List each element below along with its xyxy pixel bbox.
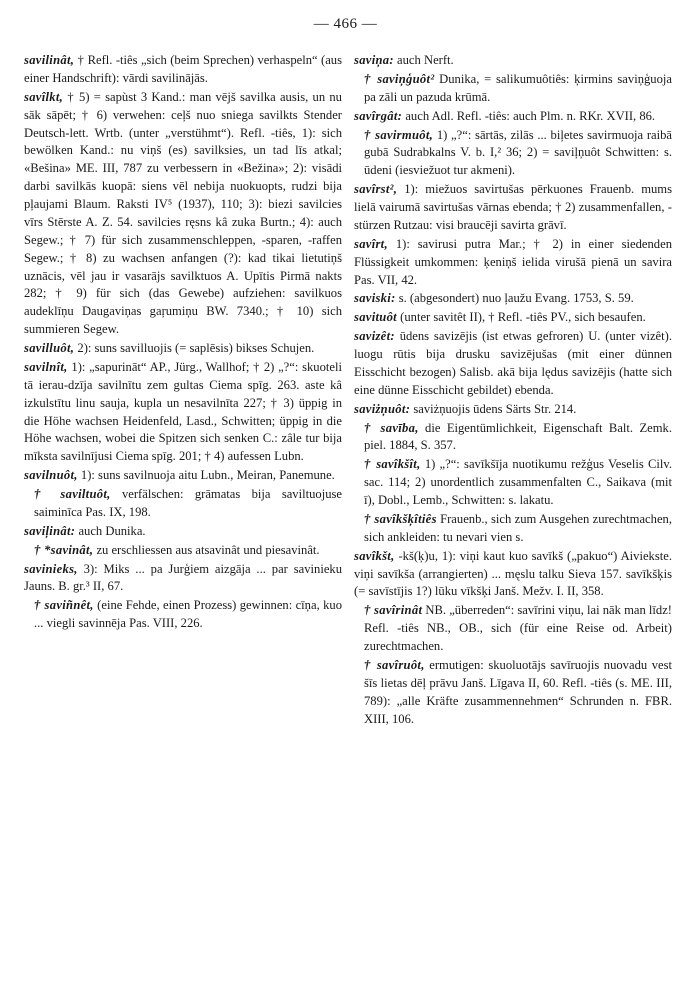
entry-headword: † savîrinât <box>364 603 423 618</box>
entry-text: zu erschliessen aus atsavinât und piesavinât. <box>96 542 320 557</box>
entry-text: ermutigen: skuoluotājs savīruojis nuovadu vest šīs lietas dēļ prāvu Janš. Līgava II, 60. Refl. -tiês (s. ME. III, 789): „alle Kräfte zusammennehmen“ Schrunden n. FBR. XIII, 106. <box>364 657 673 726</box>
entry-text: NB. „überreden“: savīrini viņu, lai nāk man līdz! Refl. -tiês NB., OB., sich (für eine Reise od. Arbeit) zurechtmachen. <box>364 603 672 653</box>
entry-headword: savizêt: <box>354 329 395 344</box>
entry-headword: † savîkšķîtiês <box>364 511 437 526</box>
entry-text: verfälschen: grāmatas bija saviltuojuse saiminīca Pas. IX, 198. <box>34 487 342 519</box>
dictionary-entry <box>354 511 672 547</box>
dictionary-entry <box>354 181 672 235</box>
dictionary-entry <box>24 89 342 339</box>
entry-text: auch Dunika. <box>78 523 146 538</box>
entry-text: s. (abgesondert) nuo ļaužu Evang. 1753, S. 59. <box>398 291 634 306</box>
dictionary-entry <box>354 657 672 729</box>
entry-headword: savilluôt, <box>24 341 75 355</box>
page-number: — 466 — <box>313 16 378 32</box>
dictionary-entry <box>354 420 672 456</box>
entry-headword: † saviñnêt, <box>34 598 94 613</box>
entry-text: 3): Miks ... pa Jurģiem aizgāja ... par savinieku Jauns. B. gr.³ II, 67. <box>24 561 343 594</box>
dictionary-entry <box>354 52 672 70</box>
dictionary-entry <box>24 359 342 466</box>
entry-headword: saviļinât: <box>24 523 76 538</box>
dictionary-columns <box>24 52 672 729</box>
entry-headword: savilnît, <box>24 359 68 374</box>
dictionary-entry <box>354 108 672 126</box>
dictionary-entry <box>24 52 342 88</box>
entry-headword: savîkšt, <box>354 548 395 563</box>
entry-text: 2): suns savilluojis (= saplēsis) bikses Schujen. <box>77 341 315 355</box>
dictionary-entry <box>354 548 672 602</box>
dictionary-entry <box>24 561 342 597</box>
entry-headword: † savirmuôt, <box>364 127 434 142</box>
entry-headword: savilnuôt, <box>24 468 78 483</box>
entry-text: ūdens savizējis (ist etwas gefroren) U. (unter vizêt). luogu rūtis bija drusku savizējušas (mit einer dünnen Eisschicht bezogen) Salisb. akā bija lędus savizējis (hatte sich eine dünne Eisschicht gebildet) ebenda. <box>354 329 672 397</box>
entry-headword: saviski: <box>354 291 396 306</box>
entry-text: auch Nerft. <box>397 53 454 67</box>
dictionary-entry <box>354 328 672 400</box>
right-column <box>354 52 672 729</box>
dictionary-entry <box>354 401 672 419</box>
dictionary-entry <box>354 71 672 107</box>
entry-text: die Eigentümlichkeit, Eigenschaft Balt. Zemk. piel. 1884, S. 357. <box>364 420 672 453</box>
dictionary-entry <box>24 542 342 560</box>
entry-headword: † savîkšît, <box>364 457 421 472</box>
entry-text: (eine Fehde, einen Prozess) gewinnen: cīņa, kuo ... viegli savinnēja Pas. VIII, 226. <box>34 598 342 631</box>
entry-headword: savîrst², <box>354 182 398 197</box>
dictionary-entry <box>24 597 342 633</box>
entry-text: 1) „?“: savīkšīja nuotikumu režģus Veselis Cilv. sac. 114; 2) unordentlich zusammenfalten C., Saikava (mit ī), Dobl., Lemb., Schwitten: s. lakatu. <box>364 457 672 507</box>
entry-headword: savilinât, <box>24 53 75 67</box>
dictionary-entry <box>24 523 342 541</box>
dictionary-entry <box>24 467 342 485</box>
entry-text: 1) „?“: sārtās, zilās ... biļetes savirmuoja raibā gubā Sudrabkalns V. b. I,² 36; 2) = saviļņuôt Schwitten: s. ūdeni (iesviežuot tur akmeni). <box>364 127 672 178</box>
entry-text: † 5) = sapùst 3 Kand.: man vējš savilka ausis, un nu sāk sāpēt; † 6) verwehen: ceļš nuo sniega savilkts Stender Deutsch-lett. Wrtb. (unter „verstühmt“). Refl. -tiês, 1): sich bewölken Kand.: nu viņš (es) savilksies, un tad līs atkal; «Bešina» ME. III, 787 zu verbessern in «Bežina»; 2): visādi darbi savilkās kuopā: siens vēl nebija nuokuopts, rudzi bija pļaujami Blaum. Raksti IV⁵ (1937), 110; 3): biezi savilcies vīrs Stērste A. Z. 54. savilcies ręsns kâ zuka Burtn.; 4): auch Segew.; † 7) für sich zusammenschleppen, -sparen, -raffen Segew.; † 8) zu wachsen anfangen (?): kad tikai lietutiņš uznācis, vēl jau ir vasarājs savilktuos A. Upītis Pirmā nakts 282; † 9) für sich (das Gewebe) aufziehen: savilkuos audeklīņu Daugaviņas gaŗumiņu BW. 7340.; † 10) sich summieren Segew. <box>24 89 342 337</box>
entry-headword: † savība, <box>364 420 419 435</box>
entry-text: auch Adl. Refl. -tiês: auch Plm. n. RKr. XVII, 86. <box>405 108 656 123</box>
dictionary-entry <box>354 309 672 327</box>
dictionary-entry <box>354 456 672 510</box>
entry-text: -kš(ķ)u, 1): viņi kaut kuo savīkš („pakuo“) Aiviekste. viņi savīkša (arrangierten) ... męslu talku Sieva 157. savīkšķis (= savīstījis 1?) lūku vīkšķi Janš. Mežv. I. II, 358. <box>354 548 672 599</box>
dictionary-entry <box>354 290 672 308</box>
dictionary-entry <box>354 236 672 290</box>
entry-headword: savituôt <box>354 310 397 325</box>
entry-headword: saviżņuôt: <box>354 401 411 416</box>
entry-text: 1): miežuos savirtušas pērkuones Frauenb. mums lielā vairumā savirtušas vārnas ebenda; † 2) zusammenfallen, -stürzen Rutzau: visi braucēji savirta grāvī. <box>354 182 672 232</box>
dictionary-entry <box>354 602 672 656</box>
entry-headword: † savîruôt, <box>364 657 425 672</box>
dictionary-entry <box>24 486 342 522</box>
dictionary-entry <box>24 340 342 358</box>
entry-headword: † saviņģuôt² <box>364 71 435 86</box>
entry-text: † Refl. -tiês „sich (beim Sprechen) verhaspeln“ (aus einer Handschrift): vārdi savilinājās. <box>24 53 342 85</box>
entry-headword: † saviltuôt, <box>34 487 111 501</box>
entry-text: saviżņuojis ūdens Särts Str. 214. <box>413 401 577 416</box>
entry-headword: saviņa: <box>354 53 394 67</box>
entry-text: 1): suns savilnuoja aitu Lubn., Meiran, Panemune. <box>80 468 335 483</box>
entry-headword: savîrgât: <box>354 108 403 123</box>
entry-headword: savîrt, <box>354 236 388 251</box>
entry-headword: † *savinât, <box>34 542 94 557</box>
left-column <box>24 52 342 729</box>
entry-text: 1): „sapurināt“ AP., Jürg., Wallhof; † 2) „?“: skuoteli tā ierau-dzīja savilnītu zem gultas Ciema spīg. 263. aste kâ izkulstītu linu sauja, kupla un nesavilnīta 227; † 3) üppig in die Höhe wachsen Heidenfeld, Lasd., Schwitten; üppig in die Höhe wachsen, wobei die Spitzen sich senken C.: zâle tur bija mīksta savilnījusi Ciema spīg. 201; † 4) aufessen Lubn. <box>24 359 342 464</box>
entry-text: Dunika, = salikumuôtiês: ķirmins saviņģuoja pa zāli un pazuda krūmā. <box>364 71 672 104</box>
entry-headword: savîlkt, <box>24 89 64 104</box>
entry-headword: savinieks, <box>24 561 78 576</box>
dictionary-entry <box>354 127 672 181</box>
entry-text: Frauenb., sich zum Ausgehen zurechtmachen, sich ankleiden: tu nevari vien s. <box>364 511 672 544</box>
entry-text: (unter savitêt II), † Refl. -tiês PV., sich besaufen. <box>400 310 646 325</box>
entry-text: 1): savirusi putra Mar.; † 2) in einer siedenden Flüssigkeit umkommen: ķeniņš ielida virušā pienā un savira Pas. VII, 42. <box>354 236 672 287</box>
